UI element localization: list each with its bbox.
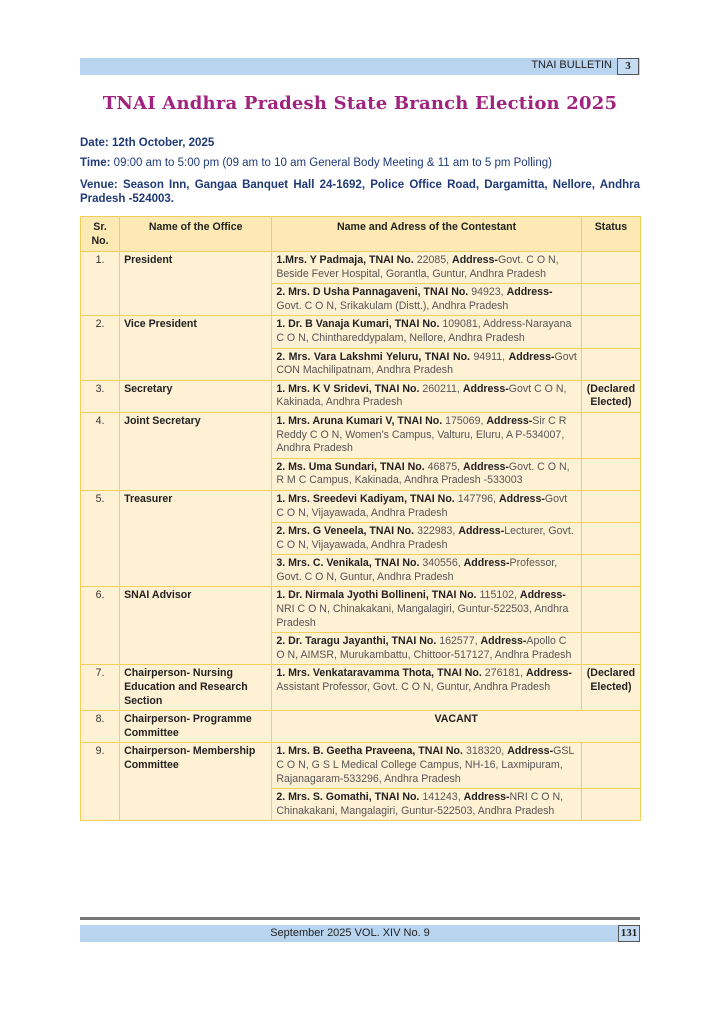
contestant-cell	[272, 458, 582, 490]
contestant-cell	[272, 665, 582, 711]
header-office: Name of the Office	[120, 217, 272, 252]
address-label: Address-	[463, 557, 510, 570]
tnai-number: 147796,	[457, 492, 496, 505]
row-sr: 7.	[81, 665, 120, 711]
tnai-label: TNAI No.	[369, 254, 414, 266]
address-label: Address-	[462, 382, 509, 395]
tnai-number: 260211,	[422, 382, 460, 395]
address-label: Address-	[486, 414, 533, 427]
contestant-address: Govt. C O N, Beside Fever Hospital, Gorantla, Guntur, Andhra Pradesh	[276, 254, 559, 280]
date-value: 12th October, 2025	[111, 137, 215, 149]
contestant-name: 2. Dr. Taragu Jayanthi,	[276, 635, 389, 648]
address-label: Address-	[463, 791, 510, 804]
tnai-label: TNAI No.	[397, 414, 443, 427]
tnai-label: TNAI No.	[391, 635, 437, 648]
contestant-name: 1. Mrs. Sreedevi Kadiyam,	[276, 492, 408, 505]
contestant-address: Sir C R Reddy C O N, Women’s Campus, Valturu, Eluru, A P-534007, Andhra Pradesh	[276, 414, 567, 455]
row-sr: 3.	[81, 380, 120, 412]
tnai-number: 46875,	[427, 460, 461, 473]
tnai-number: 115102,	[479, 589, 517, 602]
row-sr: 8.	[81, 711, 120, 743]
header-contestant: Name and Adress of the Contestant	[272, 217, 582, 252]
contestant-address: Professor, Govt. C O N, Guntur, Andhra Pradesh	[276, 557, 558, 583]
tnai-label: TNAI No.	[410, 492, 455, 505]
row-office: Secretary	[120, 380, 272, 412]
bulletin-label: TNAI BULLETIN	[531, 59, 612, 71]
tnai-label: TNAI No.	[423, 286, 469, 299]
contestant-name: 2. Mrs. G Veneela,	[276, 525, 367, 538]
row-office: Vice President	[120, 316, 272, 380]
contestant-address: Apollo C O N, AIMSR, Murukambattu, Chittoor-517127, Andhra Pradesh	[276, 635, 572, 661]
address-label: Address-	[463, 460, 509, 473]
page-title: TNAI Andhra Pradesh State Branch Election 2025	[102, 93, 618, 114]
tnai-label: TNAI No.	[394, 318, 440, 331]
header-status: Status	[581, 217, 640, 252]
contestant-cell	[272, 633, 582, 665]
contestant-address: Govt. C O N, R M C Campus, Kakinada, Andhra Pradesh -533003	[276, 460, 570, 487]
footer-rule	[80, 917, 640, 920]
row-office: President	[120, 252, 272, 316]
tnai-label: TNAI No.	[374, 557, 420, 570]
contestant-cell	[272, 587, 582, 633]
contestant-cell	[272, 490, 582, 522]
row-sr: 5.	[81, 490, 120, 587]
status-cell	[581, 789, 640, 821]
status-cell: (Declared Elected)	[581, 380, 640, 412]
election-table	[80, 216, 641, 821]
issue-label: September 2025 VOL. XIV No. 9	[270, 927, 430, 939]
section-number: 3	[617, 58, 639, 75]
address-label: Address-	[508, 350, 555, 363]
event-venue	[80, 178, 640, 206]
contestant-address: Govt C O N, Kakinada, Andhra Pradesh	[276, 382, 567, 409]
row-office: Chairperson- Membership Committee	[120, 743, 272, 821]
contestant-name: 1. Dr. B Vanaja Kumari,	[276, 318, 392, 331]
venue-label: Venue:	[80, 179, 118, 191]
contestant-name: 3. Mrs. C. Venikala,	[276, 557, 372, 570]
row-office: SNAI Advisor	[120, 587, 272, 665]
address-label: Address-	[498, 492, 545, 505]
status-cell	[581, 316, 640, 348]
address-label: Address-	[526, 667, 572, 680]
contestant-name: 1. Mrs. Aruna Kumari V,	[276, 414, 395, 427]
contestant-address: Address-Narayana C O N, Chinthareddypalam, Nellore, Andhra Pradesh	[276, 318, 572, 344]
tnai-number: 94923,	[471, 286, 504, 299]
tnai-label: TNAI No.	[431, 589, 477, 602]
tnai-label: TNAI No.	[374, 382, 420, 395]
status-cell	[581, 633, 640, 665]
row-sr: 6.	[81, 587, 120, 665]
row-sr: 1.	[81, 252, 120, 316]
contestant-address: NRI C O N, Chinakakani, Mangalagiri, Guntur-522503, Andhra Pradesh	[276, 791, 564, 817]
table-row	[81, 665, 641, 711]
tnai-label: TNAI No.	[379, 460, 425, 473]
address-label: Address-	[458, 525, 505, 538]
tnai-label: TNAI No.	[374, 791, 420, 804]
contestant-name: 2. Mrs. D Usha Pannagaveni,	[276, 286, 421, 299]
page-number: 131	[618, 925, 640, 942]
tnai-number: 22085,	[416, 254, 450, 266]
venue-value: Season Inn, Gangaa Banquet Hall 24-1692, Police Office Road, Dargamitta, Nellore, Andhra Pradesh -524003.	[80, 179, 640, 205]
footer-bar	[80, 925, 640, 942]
status-cell	[581, 252, 640, 284]
contestant-cell	[272, 316, 582, 348]
row-office: Chairperson- Nursing Education and Research Section	[120, 665, 272, 711]
status-cell	[581, 555, 640, 587]
tnai-label: TNAI No.	[424, 350, 471, 363]
contestant-name: 1. Mrs. K V Sridevi,	[276, 382, 372, 395]
tnai-number: 94911,	[473, 350, 506, 363]
address-label: Address-	[507, 745, 554, 758]
status-cell	[581, 490, 640, 522]
tnai-number: 318320,	[465, 745, 505, 758]
row-office: Joint Secretary	[120, 412, 272, 490]
status-cell	[581, 284, 640, 316]
status-cell: (Declared Elected)	[581, 665, 640, 711]
contestant-address: Lecturer, Govt. C O N, Vijayawada, Andhra Pradesh	[276, 525, 574, 551]
tnai-number: 340556,	[422, 557, 461, 570]
table-row	[81, 490, 641, 522]
row-sr: 9.	[81, 743, 120, 821]
table-row	[81, 252, 641, 284]
tnai-number: 162577,	[439, 635, 478, 648]
tnai-label: TNAI No.	[437, 667, 482, 680]
status-cell	[581, 587, 640, 633]
contestant-address: GSL C O N, G S L Medical College Campus, NH-16, Laxmipuram, Rajanagaram-533296, Andhra Pradesh	[276, 745, 574, 785]
contestant-address: Assistant Professor, Govt. C O N, Guntur, Andhra Pradesh	[276, 681, 551, 694]
row-office: Treasurer	[120, 490, 272, 587]
row-office: Chairperson- Programme Committee	[120, 711, 272, 743]
contestant-cell	[272, 348, 582, 380]
status-cell	[581, 523, 640, 555]
contestant-cell	[272, 380, 582, 412]
event-date	[80, 137, 640, 149]
time-label: Time:	[80, 157, 111, 169]
table-row	[81, 380, 641, 412]
contestant-address: Govt CON Machilipatnam, Andhra Pradesh	[276, 350, 577, 377]
vacant-cell: VACANT	[272, 711, 641, 743]
tnai-label: TNAI No.	[369, 525, 415, 538]
table-row	[81, 587, 641, 633]
contestant-cell	[272, 523, 582, 555]
row-sr: 2.	[81, 316, 120, 380]
table-row	[81, 711, 641, 743]
table-row	[81, 743, 641, 789]
contestant-name: 1. Dr. Nirmala Jyothi Bollineni,	[276, 589, 429, 602]
table-row	[81, 316, 641, 348]
contestant-name: 2. Mrs. S. Gomathi,	[276, 791, 372, 804]
contestant-cell	[272, 284, 582, 316]
contestant-cell	[272, 743, 582, 789]
row-sr: 4.	[81, 412, 120, 490]
status-cell	[581, 743, 640, 789]
table-row	[81, 412, 641, 458]
tnai-number: 109081,	[442, 318, 481, 331]
tnai-number: 322983,	[417, 525, 456, 538]
status-cell	[581, 348, 640, 380]
address-label: Address-	[519, 589, 566, 602]
contestant-name: 1. Mrs. Venkataravamma Thota,	[276, 667, 435, 680]
contestant-name: 1.Mrs. Y Padmaja,	[276, 254, 367, 266]
contestant-cell	[272, 412, 582, 458]
contestant-address: NRI C O N, Chinakakani, Mangalagiri, Guntur-522503, Andhra Pradesh	[276, 603, 569, 629]
time-value: 09:00 am to 5:00 pm (09 am to 10 am General Body Meeting & 11 am to 5 pm Polling)	[113, 157, 552, 169]
contestant-name: 1. Mrs. B. Geetha Praveena,	[276, 745, 416, 758]
header-sr: Sr. No.	[81, 217, 120, 252]
contestant-address: Govt. C O N, Srikakulam (Distt.), Andhra Pradesh	[276, 299, 509, 312]
contestant-cell	[272, 555, 582, 587]
tnai-number: 276181,	[484, 667, 524, 680]
status-cell	[581, 458, 640, 490]
contestant-name: 2. Ms. Uma Sundari,	[276, 460, 377, 473]
contestant-cell	[272, 252, 582, 284]
date-label: Date:	[80, 137, 109, 149]
contestant-address: Govt C O N, Vijayawada, Andhra Pradesh	[276, 492, 568, 519]
address-label: Address-	[452, 254, 498, 266]
header-bar	[80, 58, 640, 75]
address-label: Address-	[480, 635, 527, 648]
tnai-label: TNAI No.	[418, 745, 463, 758]
tnai-number: 175069,	[445, 414, 484, 427]
contestant-name: 2. Mrs. Vara Lakshmi Yeluru,	[276, 350, 422, 363]
tnai-number: 141243,	[422, 791, 461, 804]
table-header-row	[81, 217, 641, 252]
status-cell	[581, 412, 640, 458]
event-time	[80, 157, 640, 169]
contestant-cell	[272, 789, 582, 821]
address-label: Address-	[506, 286, 553, 299]
